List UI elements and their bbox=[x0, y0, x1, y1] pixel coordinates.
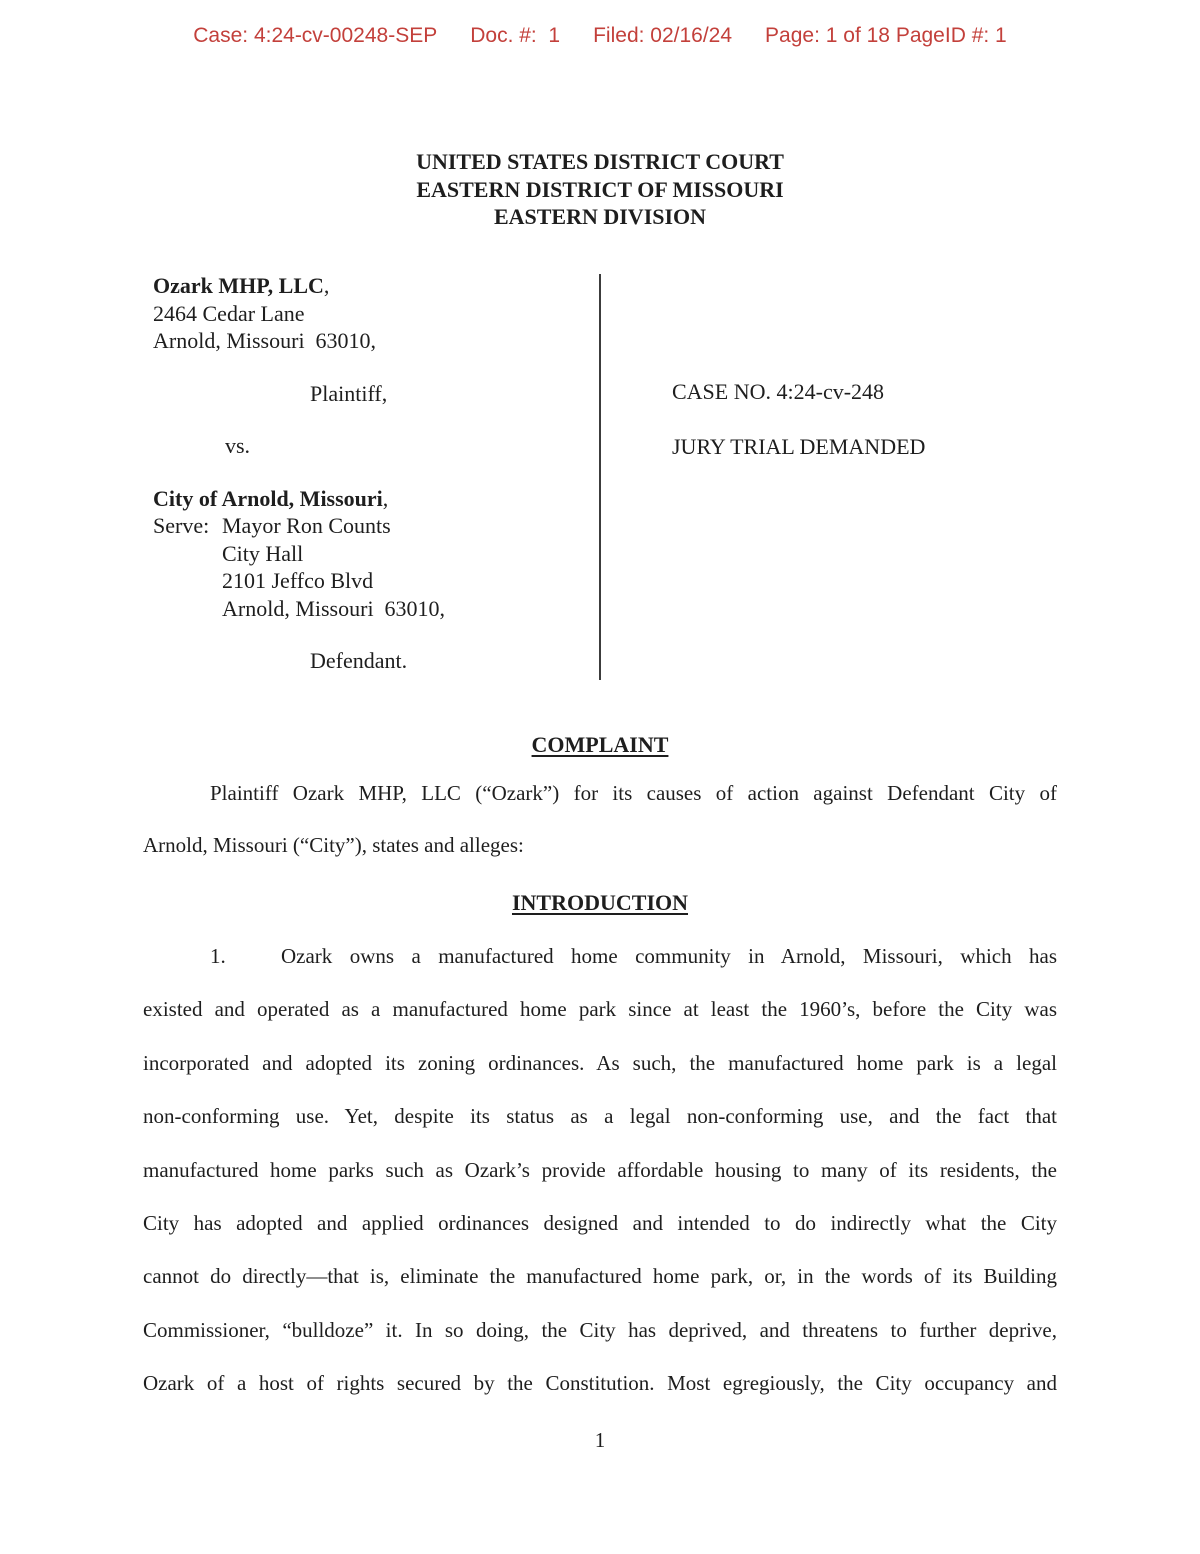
spacer bbox=[153, 622, 583, 647]
court-heading-line: UNITED STATES DISTRICT COURT bbox=[416, 149, 784, 174]
serve-address-line: City Hall bbox=[222, 540, 304, 566]
intro-paragraph-line: Arnold, Missouri (“City”), states and alleges: bbox=[143, 833, 524, 857]
serve-address-line: Arnold, Missouri 63010, bbox=[222, 595, 446, 621]
paragraph-line: City has adopted and applied ordinances designed and intended to do indirectly what the City bbox=[143, 1210, 1057, 1235]
complaint-heading bbox=[0, 731, 1200, 759]
stamp-segment: Filed: 02/16/24 bbox=[593, 24, 733, 47]
jury-demand: JURY TRIAL DEMANDED bbox=[672, 433, 926, 459]
court-heading bbox=[0, 148, 1200, 231]
stamp-segment: Doc. #: 1 bbox=[470, 24, 561, 47]
court-heading-line: EASTERN DIVISION bbox=[493, 204, 707, 229]
plaintiff-role-label: Plaintiff, bbox=[310, 380, 388, 406]
serve-address bbox=[153, 540, 583, 623]
paragraph-line: Commissioner, “bulldoze” it. In so doing, the City has deprived, and threatens to further deprive, bbox=[143, 1317, 1057, 1342]
serve-line bbox=[153, 512, 583, 540]
paragraph-1 bbox=[143, 930, 1057, 1411]
spacer bbox=[153, 460, 583, 485]
ecf-stamp bbox=[0, 24, 1200, 48]
spacer bbox=[153, 407, 583, 432]
paragraph-line: Ozark of a host of rights secured by the Constitution. Most egregiously, the City occupancy and bbox=[143, 1371, 1057, 1396]
plaintiff-address-line: Arnold, Missouri 63010, bbox=[153, 328, 377, 353]
paragraph-line: manufactured home parks such as Ozark’s provide affordable housing to many of its residents, the bbox=[143, 1157, 1057, 1182]
introduction-heading-text: INTRODUCTION bbox=[511, 890, 689, 915]
caption-left-column bbox=[153, 272, 583, 675]
spacer bbox=[153, 355, 583, 380]
serve-address-line: 2101 Jeffco Blvd bbox=[222, 568, 374, 593]
paragraph-line: existed and operated as a manufactured home park since at least the 1960’s, before the City was bbox=[143, 997, 1057, 1022]
caption-right-column bbox=[672, 378, 1102, 460]
stamp-segment: Case: 4:24-cv-00248-SEP bbox=[193, 24, 438, 47]
intro-paragraph bbox=[143, 767, 1057, 871]
paragraph-line: non-conforming use. Yet, despite its status as a legal non-conforming use, and the fact that bbox=[143, 1104, 1057, 1129]
page-number: 1 bbox=[594, 1428, 606, 1452]
serve-label: Serve: bbox=[153, 513, 210, 538]
defendant-name-suffix: , bbox=[382, 485, 389, 511]
spacer bbox=[672, 406, 1102, 433]
plaintiff-name: Ozark MHP, LLC bbox=[153, 273, 324, 298]
intro-paragraph-line: Plaintiff Ozark MHP, LLC (“Ozark”) for its causes of action against Defendant City of bbox=[210, 781, 1057, 805]
defendant-name-line bbox=[153, 485, 583, 513]
serve-recipient: Mayor Ron Counts bbox=[222, 513, 391, 538]
plaintiff-name-suffix: , bbox=[323, 273, 330, 298]
defendant-name: City of Arnold, Missouri bbox=[153, 485, 383, 511]
plaintiff-address-line: 2464 Cedar Lane bbox=[153, 300, 305, 326]
case-number: CASE NO. 4:24-cv-248 bbox=[672, 379, 885, 404]
paragraph-line: Ozark owns a manufactured home community in Arnold, Missouri, which has bbox=[281, 944, 1057, 968]
court-heading-line: EASTERN DISTRICT OF MISSOURI bbox=[416, 176, 784, 202]
paragraph-line: cannot do directly—that is, eliminate the manufactured home park, or, in the words of its Building bbox=[143, 1264, 1057, 1289]
caption-divider bbox=[599, 274, 601, 680]
complaint-heading-text: COMPLAINT bbox=[531, 732, 669, 757]
plaintiff-address bbox=[153, 300, 583, 355]
paragraph-1-lines bbox=[143, 983, 1057, 1410]
defendant-role-label: Defendant. bbox=[310, 648, 408, 673]
introduction-heading bbox=[0, 889, 1200, 917]
versus-label: vs. bbox=[225, 433, 251, 458]
paragraph-number: 1. bbox=[210, 944, 226, 968]
paragraph-line: incorporated and adopted its zoning ordinances. As such, the manufactured home park is a legal bbox=[143, 1050, 1057, 1075]
plaintiff-name-line bbox=[153, 272, 583, 300]
stamp-segment: Page: 1 of 18 PageID #: 1 bbox=[765, 24, 1007, 47]
paragraph-1-first-line bbox=[143, 930, 1057, 983]
